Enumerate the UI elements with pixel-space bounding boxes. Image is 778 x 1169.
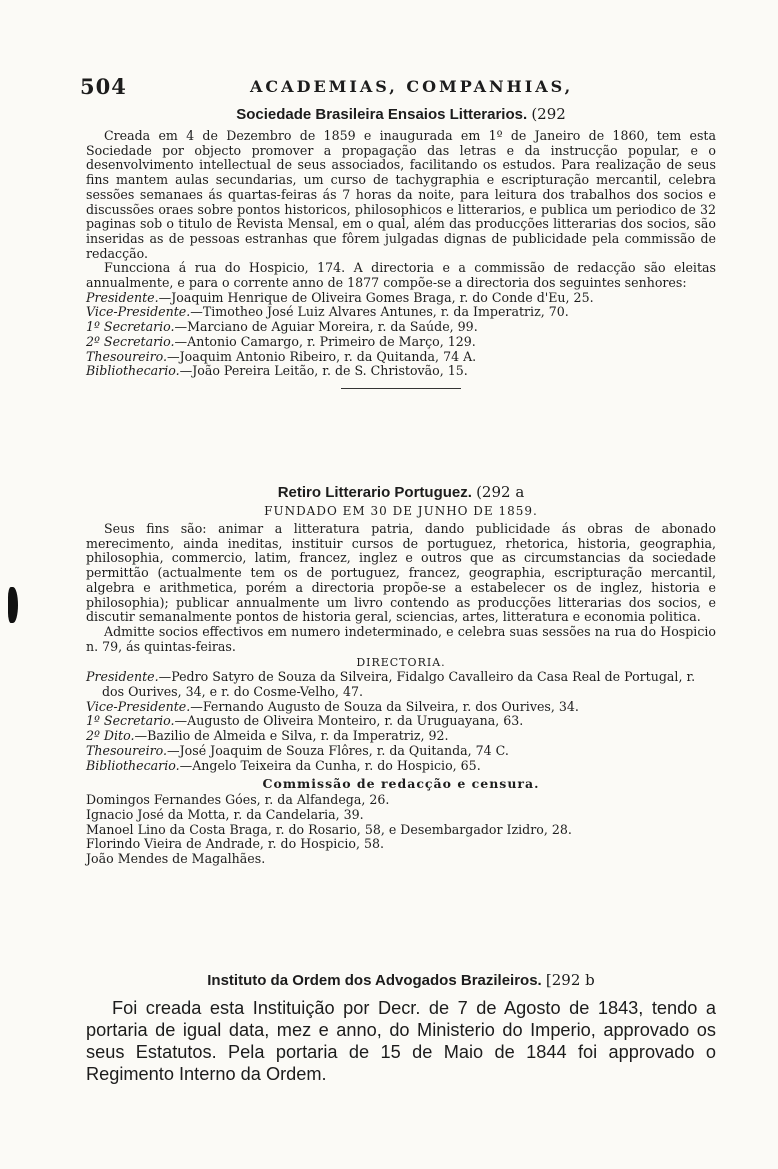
director-role: Thesoureiro. [86,348,168,364]
director-role: Presidente. [86,669,159,685]
director-role: Presidente. [86,289,159,305]
section-divider [341,388,461,389]
section-title-text: Sociedade Brasileira Ensaios Litterarios. [236,106,528,123]
commission-heading: Commissão de redacção e censura. [262,776,540,792]
section-instituto [86,970,716,1085]
commission-list [86,793,716,867]
commission-member: Domingos Fernandes Góes, r. da Alfandega, 26. [86,792,390,808]
director-entry [86,714,716,729]
director-role: 2º Secretario. [86,333,175,349]
director-entry [86,335,716,350]
commission-member: João Mendes de Magalhães. [86,851,266,867]
director-entry [86,350,716,365]
director-entry [86,364,716,379]
director-text: —Antonio Camargo, r. Primeiro de Março, 129. [174,333,476,349]
paragraph: Creada em 4 de Dezembro de 1859 e inaugurada em 1º de Janeiro de 1860, tem esta Sociedade por objecto promover a propagação das letras e da instrucção popular, e o desenvolvimento intellectual de seus associados, facilitando os estudos. Para realização de seus fins mantem aulas secundarias, um curso de tachygraphia e escripturação mercantil, celebra sessões semanaes ás quartas-feiras ás 7 horas da noite, para leitura dos trabalhos dos socios e discussões oraes sobre pontos historicos, philosophicos e litterarios, e publica um periodico de 32 paginas sob o titulo de Revista Mensal, em o qual, além das producções litterarias dos socios, são inseridas as de pessoas estranhas que fôrem julgadas dignas de publicidade pela commissão de redacção. [86,128,716,261]
page-header [80,74,720,98]
page-number: 504 [80,74,127,99]
section-body [86,522,716,654]
director-text: —Joaquim Antonio Ribeiro, r. da Quitanda, 74 A. [167,348,477,364]
director-entry [86,320,716,335]
section-body [86,129,716,291]
director-entry [86,759,716,774]
section-title [86,482,716,503]
director-role: Thesoureiro. [86,742,168,758]
director-role: 1º Secretario. [86,713,175,729]
section-ref: [292 b [545,971,595,989]
section-ref: (292 [531,105,566,123]
director-entry [86,291,716,306]
directors-list [86,291,716,379]
director-role: Vice-Presidente. [86,698,191,714]
director-role: Vice-Presidente. [86,304,191,320]
section-title [86,970,716,991]
commission-member: Florindo Vieira de Andrade, r. do Hospicio, 58. [86,836,385,852]
director-text: —Timotheo José Luiz Alvares Antunes, r. da Imperatriz, 70. [190,304,569,320]
margin-ink-mark [8,587,18,623]
director-entry [86,700,716,715]
paragraph: Admitte socios effectivos em numero indeterminado, e celebra suas sessões na rua do Hospicio n. 79, ás quintas-feiras. [86,623,716,654]
director-text: —Joaquim Henrique de Oliveira Gomes Braga, r. do Conde d'Eu, 25. [158,289,594,305]
directoria-heading: DIRECTORIA. [356,656,446,670]
section-title [86,104,716,125]
commission-member: Manoel Lino da Costa Braga, r. do Rosario, 58, e Desembargador Izidro, 28. [86,821,572,837]
director-entry [86,670,716,699]
director-entry [86,305,716,320]
director-role: Bibliothecario. [86,363,180,379]
director-text: —Augusto de Oliveira Monteiro, r. da Uruguayana, 63. [174,713,524,729]
section-title-text: Instituto da Ordem dos Advogados Brazileiros. [207,972,542,989]
director-role: 1º Secretario. [86,319,175,335]
founded-line: FUNDADO EM 30 DE JUNHO DE 1859. [264,504,538,518]
director-text: —João Pereira Leitão, r. de S. Christovão, 15. [179,363,468,379]
section-sociedade [86,104,716,397]
section-body [86,997,716,1085]
section-title-text: Retiro Litterario Portuguez. [277,484,472,501]
section-ref: (292 a [476,483,525,501]
director-text: —Fernando Augusto de Souza da Silveira, r. dos Ourives, 34. [190,698,579,714]
director-entry [86,744,716,759]
paragraph: Foi creada esta Instituição por Decr. de 7 de Agosto de 1843, tendo a portaria de igual data, mez e anno, do Ministerio do Imperio, approvado os seus Estatutos. Pela portaria de 15 de Maio de 1844 foi approvado o Regimento Interno da Ordem. [86,998,716,1084]
commission-member: Ignacio José da Motta, r. da Candelaria, 39. [86,806,364,822]
director-text: —Marciano de Aguiar Moreira, r. da Saúde, 99. [174,319,478,335]
director-text: —Pedro Satyro de Souza da Silveira, Fidalgo Cavalleiro da Casa Real de Portugal, r. dos Ourives, 34, e r. do Cosme-Velho, 47. [102,669,696,700]
section-retiro [86,482,716,867]
director-text: —Bazilio de Almeida e Silva, r. da Imperatriz, 92. [134,728,449,744]
running-head: ACADEMIAS, COMPANHIAS, [250,77,574,96]
directors-list [86,670,716,773]
paragraph: Seus fins são: animar a litteratura patria, dando publicidade ás obras de abonado merecimento, ainda ineditas, instituir cursos de portuguez, rhetorica, historia, geographia, philosophia, commercio, latim, francez, inglez e outros que as circumstancias da sociedade permittão (actualmente tem os de portuguez, francez, geographia, escripturação mercantil, algebra e arithmetica, porém a directoria propõe-se a estabelecer os de inglez, historia e philosophia); publicar annualmente um livro contendo as producções litterarias dos socios, e discutir semanalmente pontos de historia geral, sciencias, artes, litteratura e economia politica. [86,521,716,625]
director-entry [86,729,716,744]
director-text: —José Joaquim de Souza Flôres, r. da Quitanda, 74 C. [167,742,509,758]
director-text: —Angelo Teixeira da Cunha, r. do Hospicio, 65. [179,757,481,773]
director-role: Bibliothecario. [86,757,180,773]
paragraph: Funcciona á rua do Hospicio, 174. A directoria e a commissão de redacção são eleitas annualmente, e para o corrente anno de 1877 compõe-se a directoria dos seguintes senhores: [86,260,716,291]
director-role: 2º Dito. [86,728,135,744]
